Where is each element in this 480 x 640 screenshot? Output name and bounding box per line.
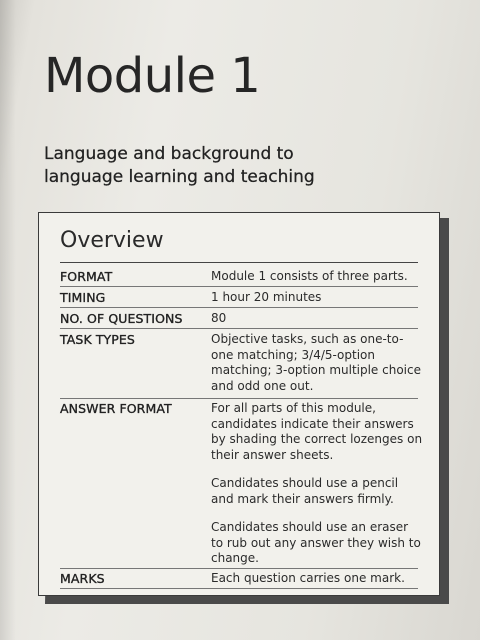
timing-label: TIMING bbox=[60, 290, 106, 305]
marks-value-text: Each question carries one mark. bbox=[211, 571, 405, 585]
questions-value bbox=[211, 311, 423, 327]
format-label: FORMAT bbox=[60, 269, 113, 284]
module-title: Module 1 bbox=[44, 48, 261, 104]
row-divider bbox=[60, 286, 418, 287]
answer-format-paragraph: For all parts of this module, candidates indicate their answers by shading the correct lozenges on their answer sheets. bbox=[211, 401, 423, 462]
overview-heading-rule bbox=[60, 262, 418, 263]
task-types-label: TASK TYPES bbox=[60, 332, 135, 347]
timing-value-text: 1 hour 20 minutes bbox=[211, 290, 322, 304]
task-types-value bbox=[211, 332, 423, 394]
overview-box bbox=[38, 212, 440, 596]
task-types-value-text: Objective tasks, such as one-to-one matching; 3/4/5-option matching; 3-option multiple choice and odd one out. bbox=[211, 332, 421, 393]
format-value-text: Module 1 consists of three parts. bbox=[211, 269, 408, 283]
row-divider bbox=[60, 398, 418, 399]
row-divider bbox=[60, 328, 418, 329]
timing-value bbox=[211, 290, 423, 306]
page-gutter-shadow bbox=[0, 0, 16, 640]
answer-format-paragraph: Candidates should use a pencil and mark their answers firmly. bbox=[211, 476, 399, 506]
questions-value-text: 80 bbox=[211, 311, 227, 325]
answer-format-paragraph: Candidates should use an eraser to rub out any answer they wish to change. bbox=[211, 520, 421, 565]
answer-format-value bbox=[211, 401, 423, 567]
overview-heading: Overview bbox=[60, 228, 164, 253]
row-divider bbox=[60, 307, 418, 308]
row-divider bbox=[60, 568, 418, 569]
module-subtitle bbox=[44, 143, 315, 189]
format-value bbox=[211, 269, 423, 285]
subtitle-line-1: Language and background to bbox=[44, 144, 294, 164]
questions-label: NO. OF QUESTIONS bbox=[60, 311, 183, 326]
marks-value bbox=[211, 571, 423, 587]
answer-format-label: ANSWER FORMAT bbox=[60, 401, 172, 416]
row-divider bbox=[60, 588, 418, 589]
subtitle-line-2: language learning and teaching bbox=[44, 167, 315, 187]
marks-label: MARKS bbox=[60, 571, 105, 586]
